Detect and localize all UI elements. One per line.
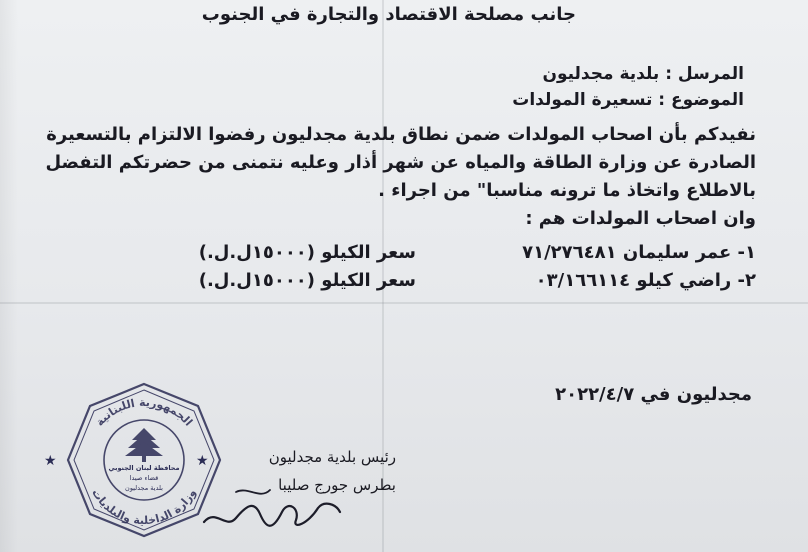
signatory-name: بطرس جورج صليبا [278, 476, 396, 494]
signatory-title: رئيس بلدية مجدليون [268, 448, 396, 466]
stamp-bottom-text: وزارة الداخلية والبلديات [89, 486, 199, 528]
owners-intro: وان اصحاب المولدات هم : [525, 208, 756, 229]
star-icon: ★ [44, 453, 57, 469]
stamp-top-text: الجمهورية اللبنانية [93, 395, 196, 429]
svg-text:الجمهورية اللبنانية [93, 396, 195, 429]
body-line: الصادرة عن وزارة الطاقة والمياه عن شهر أذار وعليه نتمنى من حضرتكم التفضل [45, 152, 756, 173]
owner-price: سعر الكيلو (١٥٠٠٠ل.ل.) [198, 242, 416, 263]
handwritten-signature [196, 478, 346, 538]
body-line: نفيدكم بأن اصحاب المولدات ضمن نطاق بلدية مجدليون رفضوا الالتزام بالتسعيرة [46, 124, 756, 145]
owner-entry: ٢- راضي كيلو ٠٣/١٦٦١١٤ [535, 270, 756, 291]
stamp-inner-line: قضاء صيدا [129, 474, 159, 482]
stamp-inner-line: محافظة لبنان الجنوبي [108, 464, 180, 472]
letter-header: جانب مصلحة الاقتصاد والتجارة في الجنوب [201, 4, 576, 25]
cedar-icon [125, 428, 163, 462]
stamp-inner-line: بلدية مجدليون [125, 484, 163, 492]
body-line: بالاطلاع واتخاذ ما ترونه مناسبا" من اجراء . [378, 180, 756, 201]
star-icon: ★ [196, 453, 209, 469]
owner-entry: ١- عمر سليمان ٧١/٢٧٦٤٨١ [522, 242, 756, 263]
paper-fold [0, 302, 808, 304]
date-line: مجدليون في ٢٠٢٢/٤/٧ [555, 384, 752, 405]
sender-line: المرسل : بلدية مجدليون [542, 64, 744, 84]
subject-line: الموضوع : تسعيرة المولدات [512, 90, 744, 110]
owner-price: سعر الكيلو (١٥٠٠٠ل.ل.) [198, 270, 416, 291]
